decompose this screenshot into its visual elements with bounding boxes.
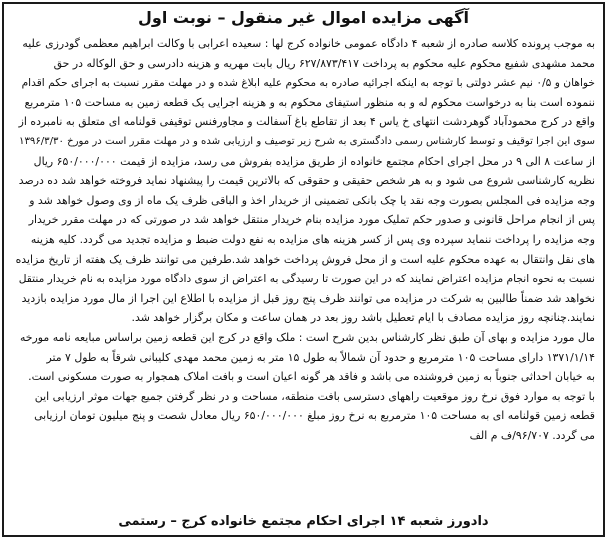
notice-line: نخواهد شد ضمناً طالبین به شرکت در مزایده می توانند ظرف پنج روز قبل از مزایده با اطلاع این اجرا از مال مورد مزایده بازدید: [21, 291, 595, 305]
notice-signature: دادورز شعبه ۱۴ اجرای احکام مجتمع خانواده کرج – رستمی: [118, 514, 489, 529]
legal-notice: [2, 2, 605, 537]
notice-line: وجه مزایده را پرداخت ننماید سپرده وی پس از کسر هزینه های مزایده به نفع دولت ضبط و مزایده تجدید می گردد. کلیه هزینه: [30, 232, 595, 246]
notice-line: وجه مزایده فی المجلس بصورت وجه نقد یا چک بانکی تضمینی از خریدار اخذ و الباقی ظرف یک ماه از وی وصول خواهد شد و: [29, 193, 595, 207]
notice-body: [12, 34, 595, 445]
notice-line: با توجه به موارد فوق نرخ روز موقعیت راههای دسترسی بافت منطقه، مساحت و در نظر گرفتن جمیع جهات موثر ارزیابی این: [34, 389, 595, 403]
notice-line: می گردد. ۹۶/۷۰۷/ف م الف: [469, 428, 595, 442]
notice-line: به موجب پرونده کلاسه صادره از شعبه ۴ دادگاه عمومی خانواده کرج لها : سعیده اعرابی با وکالت ابراهیم معظمی گودرزی علیه: [22, 37, 595, 50]
notice-line: به خیابان احداثی جنوباً به زمین فروشنده می باشد و فاقد هر گونه اعیان است و بافت املاک همجوار به صورت مسکونی است.: [28, 370, 595, 384]
notice-line: پس از انجام مراحل قانونی و صدور حکم تملیک مورد مزایده بنام خریدار منتقل خواهد شد در صورتی که در مهلت مقرر خریدار: [28, 213, 595, 227]
notice-line: ۱۳۷۱/۱/۱۴ دارای مساحت ۱۰۵ مترمربع و حدود آن شمالاً به طول ۱۵ متر به زمین محمد مهدی کلیبانی شرقاً به طول ۷ متر: [46, 350, 595, 364]
notice-line: نظریه کارشناسی شروع می شود و به هر شخص حقیقی و حقوقی که بالاترین قیمت را پیشنهاد نماید فروخته خواهد شد ده درصد: [18, 174, 595, 188]
notice-line: محمد مشهدی شفیع محکوم علیه محکوم به پرداخت ۶۲۷/۸۷۳/۴۱۷ ریال بابت مهریه و هزینه دادرسی و حق الوکاله در حق: [53, 56, 595, 70]
notice-line: قطعه زمین قولنامه ای به مساحت ۱۰۵ مترمربع به نرخ روز مبلغ ۶۵۰/۰۰۰/۰۰۰ ریال معادل شصت و پنج میلیون تومان ارزیابی: [34, 409, 595, 423]
notice-line: ننموده است بنا به درخواست محکوم له و به منظور استیفای محکوم به و هزینه اجرایی یک قطعه زمین به مساحت ۱۰۵ مترمربع: [24, 95, 595, 109]
notice-line: از ساعت ۸ الی ۹ در محل اجرای احکام مجتمع خانواده از طریق مزایده بفروش می رسد، مزایده از قیمت ۶۵۰/۰۰۰/۰۰۰ ریال: [33, 154, 595, 168]
notice-title: آگهی مزایده اموال غیر منقول – نوبت اول: [138, 8, 469, 27]
notice-line: نمایند.چنانچه روز مزایده مصادف با ایام تعطیل باشد روز بعد در همان ساعت و مکان برگزار خواهد شد.: [131, 311, 595, 325]
notice-line: مال مورد مزایده و بهای آن طبق نظر کارشناس بدین شرح است : ملک واقع در کرج این قطعه زمین براساس مبایعه نامه مورخه: [19, 330, 595, 344]
notice-line: واقع در کرج محمودآباد گوهردشت انتهای خ یاس ۴ بعد از تقاطع باغ آسفالت و مجاورفنس توقیفی قولنامه ای متعلق به نامبرده از: [18, 115, 595, 129]
notice-line: نسبت به نحوه انجام مزایده اعتراض نمایند که در این صورت تا رسیدگی به اعتراض از سوی دادگاه مورد مزایده به نام خریدار منتقل: [18, 272, 595, 286]
notice-line: خواهان و ۰/۵ نیم عشر دولتی با توجه به اینکه اجرائیه صادره به محکوم علیه ابلاغ شده و در مهلت مقرر نسبت به اجرای حکم اقدام: [21, 76, 595, 90]
notice-line: سوی این اجرا توقیف و توسط کارشناس رسمی دادگستری به شرح زیر توصیف و ارزیابی شده و در مهلت مقرر است در مورخ ۱۳۹۶/۳/۳۰: [19, 135, 595, 147]
notice-line: های نقل وانتقال به عهده محکوم علیه است و از محل فروش پرداخت خواهد شد.طرفین می توانند ظرف یک هفته از تاریخ مزایده: [15, 252, 595, 266]
